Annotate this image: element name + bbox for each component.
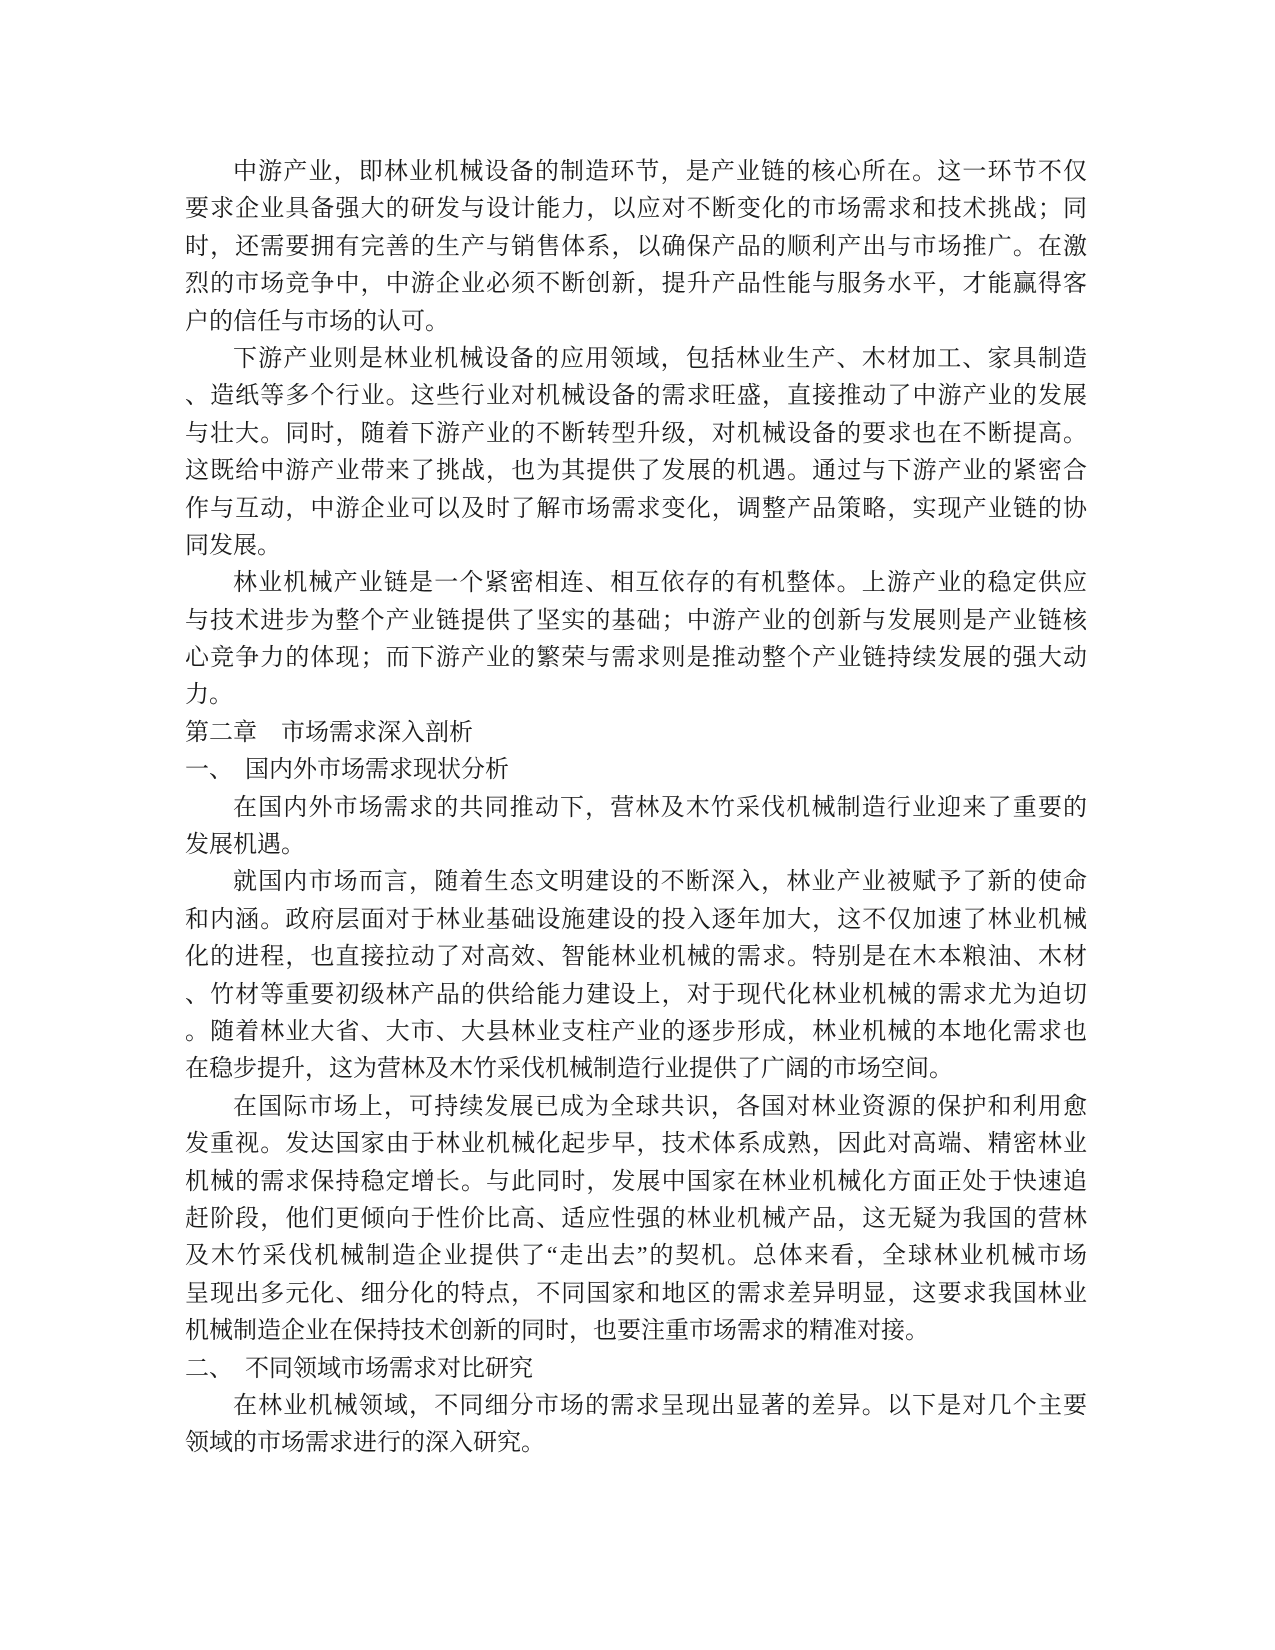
- text-line: 呈现出多元化、细分化的特点，不同国家和地区的需求差异明显，这要求我国林业: [185, 1280, 1087, 1307]
- text-line: 发重视。发达国家由于林业机械化起步早，技术体系成熟，因此对高端、精密林业: [185, 1131, 1087, 1158]
- text-line: 与壮大。同时，随着下游产业的不断转型升级，对机械设备的要求也在不断提高。: [185, 420, 1087, 447]
- text-line: 在稳步提升，这为营林及木竹采伐机械制造行业提供了广阔的市场空间。: [185, 1056, 953, 1083]
- para-midstream-industry: [185, 154, 1087, 341]
- text-line: 。随着林业大省、大市、大县林业支柱产业的逐步形成，林业机械的本地化需求也: [185, 1018, 1087, 1045]
- text-line: 林业机械产业链是一个紧密相连、相互依存的有机整体。上游产业的稳定供应: [233, 570, 1087, 597]
- text-line: 在国内外市场需求的共同推动下，营林及木竹采伐机械制造行业迎来了重要的: [233, 794, 1087, 821]
- chapter-2-heading: [185, 715, 1087, 752]
- heading-line: 一、 国内外市场需求现状分析: [185, 757, 509, 784]
- section-2-heading: [185, 1351, 1087, 1388]
- text-line: 作与互动，中游企业可以及时了解市场需求变化，调整产品策略，实现产业链的协: [185, 495, 1087, 522]
- heading-line: 二、 不同领域市场需求对比研究: [185, 1355, 533, 1382]
- para-downstream-industry: [185, 341, 1087, 565]
- text-line: 赶阶段，他们更倾向于性价比高、适应性强的林业机械产品，这无疑为我国的营林: [185, 1205, 1087, 1232]
- text-line: 这既给中游产业带来了挑战，也为其提供了发展的机遇。通过与下游产业的紧密合: [185, 458, 1087, 485]
- section-1-heading: [185, 752, 1087, 789]
- text-line: 下游产业则是林业机械设备的应用领域，包括林业生产、木材加工、家具制造: [233, 345, 1087, 372]
- text-line: 同发展。: [185, 532, 281, 559]
- para-domestic-market: [185, 864, 1087, 1088]
- text-line: 机械的需求保持稳定增长。与此同时，发展中国家在林业机械化方面正处于快速追: [185, 1168, 1087, 1195]
- text-line: 发展机遇。: [185, 832, 305, 859]
- text-line: 中游产业，即林业机械设备的制造环节，是产业链的核心所在。这一环节不仅: [233, 159, 1087, 185]
- text-line: 与技术进步为整个产业链提供了坚实的基础；中游产业的创新与发展则是产业链核: [185, 607, 1087, 634]
- para-industry-chain-summary: [185, 565, 1087, 715]
- text-line: 领域的市场需求进行的深入研究。: [185, 1430, 545, 1457]
- para-segment-demand: [185, 1388, 1087, 1463]
- text-line: 要求企业具备强大的研发与设计能力，以应对不断变化的市场需求和技术挑战；同: [185, 196, 1087, 223]
- text-line: 在国际市场上，可持续发展已成为全球共识，各国对林业资源的保护和利用愈: [233, 1093, 1087, 1120]
- text-line: 、造纸等多个行业。这些行业对机械设备的需求旺盛，直接推动了中游产业的发展: [185, 383, 1087, 410]
- text-line: 就国内市场而言，随着生态文明建设的不断深入，林业产业被赋予了新的使命: [233, 869, 1087, 896]
- text-line: 及木竹采伐机械制造企业提供了“走出去”的契机。总体来看，全球林业机械市场: [185, 1243, 1087, 1270]
- heading-line: 第二章 市场需求深入剖析: [185, 719, 473, 746]
- text-line: 机械制造企业在保持技术创新的同时，也要注重市场需求的精准对接。: [185, 1318, 929, 1345]
- para-demand-opportunity: [185, 790, 1087, 865]
- text-line: 化的进程，也直接拉动了对高效、智能林业机械的需求。特别是在木本粮油、木材: [185, 944, 1087, 971]
- text-line: 、竹材等重要初级林产品的供给能力建设上，对于现代化林业机械的需求尤为迫切: [185, 981, 1087, 1008]
- para-international-market: [185, 1089, 1087, 1351]
- document-body: [185, 154, 1087, 1463]
- text-line: 和内涵。政府层面对于林业基础设施建设的投入逐年加大，这不仅加速了林业机械: [185, 906, 1087, 933]
- text-line: 力。: [185, 682, 233, 709]
- text-line: 时，还需要拥有完善的生产与销售体系，以确保产品的顺利产出与市场推广。在激: [185, 233, 1087, 260]
- text-line: 在林业机械领域，不同细分市场的需求呈现出显著的差异。以下是对几个主要: [233, 1392, 1087, 1419]
- text-line: 心竞争力的体现；而下游产业的繁荣与需求则是推动整个产业链持续发展的强大动: [185, 645, 1087, 672]
- text-line: 户的信任与市场的认可。: [185, 308, 449, 335]
- text-line: 烈的市场竞争中，中游企业必须不断创新，提升产品性能与服务水平，才能赢得客: [185, 271, 1087, 298]
